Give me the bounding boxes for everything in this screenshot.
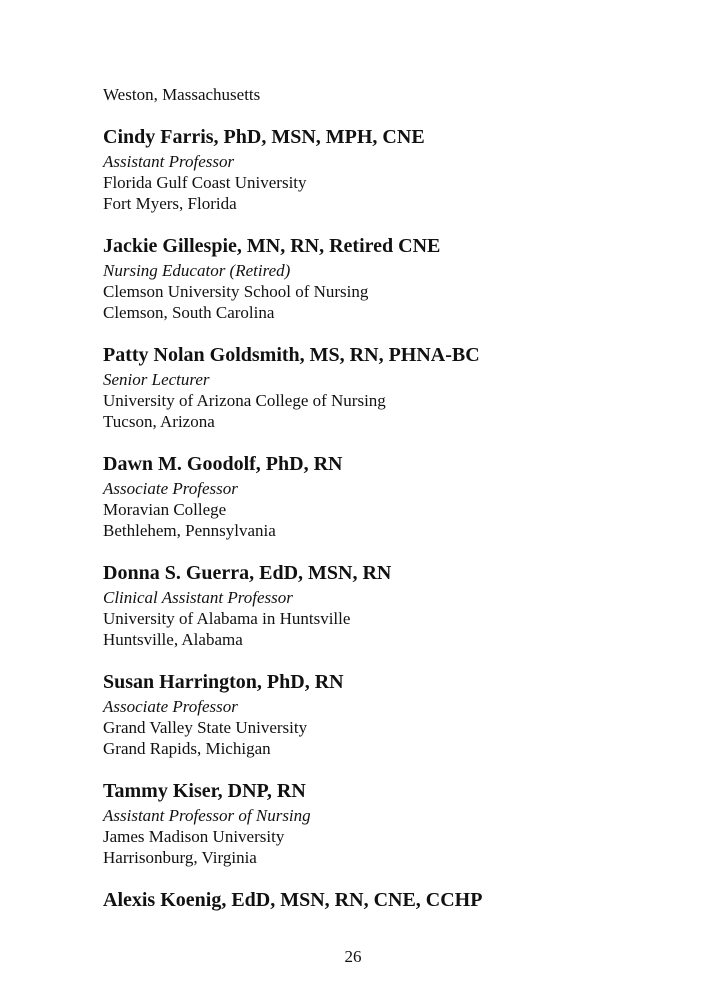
contributor-name: Patty Nolan Goldsmith, MS, RN, PHNA-BC	[103, 344, 480, 366]
contributor-institution: Clemson University School of Nursing	[103, 282, 369, 301]
contributor-entry	[103, 234, 663, 323]
contributor-title: Nursing Educator (Retired)	[103, 261, 291, 280]
contributor-institution: James Madison University	[103, 827, 285, 846]
contributor-name: Donna S. Guerra, EdD, MSN, RN	[103, 562, 392, 584]
contributor-name: Tammy Kiser, DNP, RN	[103, 780, 306, 802]
contributor-name: Susan Harrington, PhD, RN	[103, 671, 344, 693]
contributor-entry	[103, 888, 663, 913]
contributor-title: Senior Lecturer	[103, 370, 210, 389]
contributor-entry	[103, 561, 663, 650]
contributor-location: Harrisonburg, Virginia	[103, 848, 257, 867]
contributor-title: Associate Professor	[103, 479, 238, 498]
contributor-location: Huntsville, Alabama	[103, 630, 243, 649]
contributor-institution: Moravian College	[103, 500, 227, 519]
continuation-location: Weston, Massachusetts	[103, 85, 261, 104]
contributor-location: Fort Myers, Florida	[103, 194, 237, 213]
contributor-entry	[103, 779, 663, 868]
contributor-entry	[103, 670, 663, 759]
contributor-title: Assistant Professor	[103, 152, 235, 171]
contributor-location: Grand Rapids, Michigan	[103, 739, 271, 758]
contributor-entry	[103, 125, 663, 214]
contributor-institution: Florida Gulf Coast University	[103, 173, 307, 192]
contributor-location: Bethlehem, Pennsylvania	[103, 521, 276, 540]
contributor-entry	[103, 343, 663, 432]
contributor-name: Alexis Koenig, EdD, MSN, RN, CNE, CCHP	[103, 889, 483, 911]
contributor-institution: Grand Valley State University	[103, 718, 308, 737]
contributor-name: Jackie Gillespie, MN, RN, Retired CNE	[103, 235, 441, 257]
page-number: 26	[344, 947, 362, 966]
contributor-location: Clemson, South Carolina	[103, 303, 275, 322]
contributor-title: Associate Professor	[103, 697, 238, 716]
contributor-name: Cindy Farris, PhD, MSN, MPH, CNE	[103, 126, 425, 148]
contributor-entry	[103, 452, 663, 541]
contributor-list	[103, 84, 663, 914]
contributor-location: Tucson, Arizona	[103, 412, 215, 431]
contributor-institution: University of Alabama in Huntsville	[103, 609, 351, 628]
contributor-institution: University of Arizona College of Nursing	[103, 391, 386, 410]
contributor-title: Clinical Assistant Professor	[103, 588, 293, 607]
contributor-name: Dawn M. Goodolf, PhD, RN	[103, 453, 343, 475]
contributor-title: Assistant Professor of Nursing	[103, 806, 311, 825]
